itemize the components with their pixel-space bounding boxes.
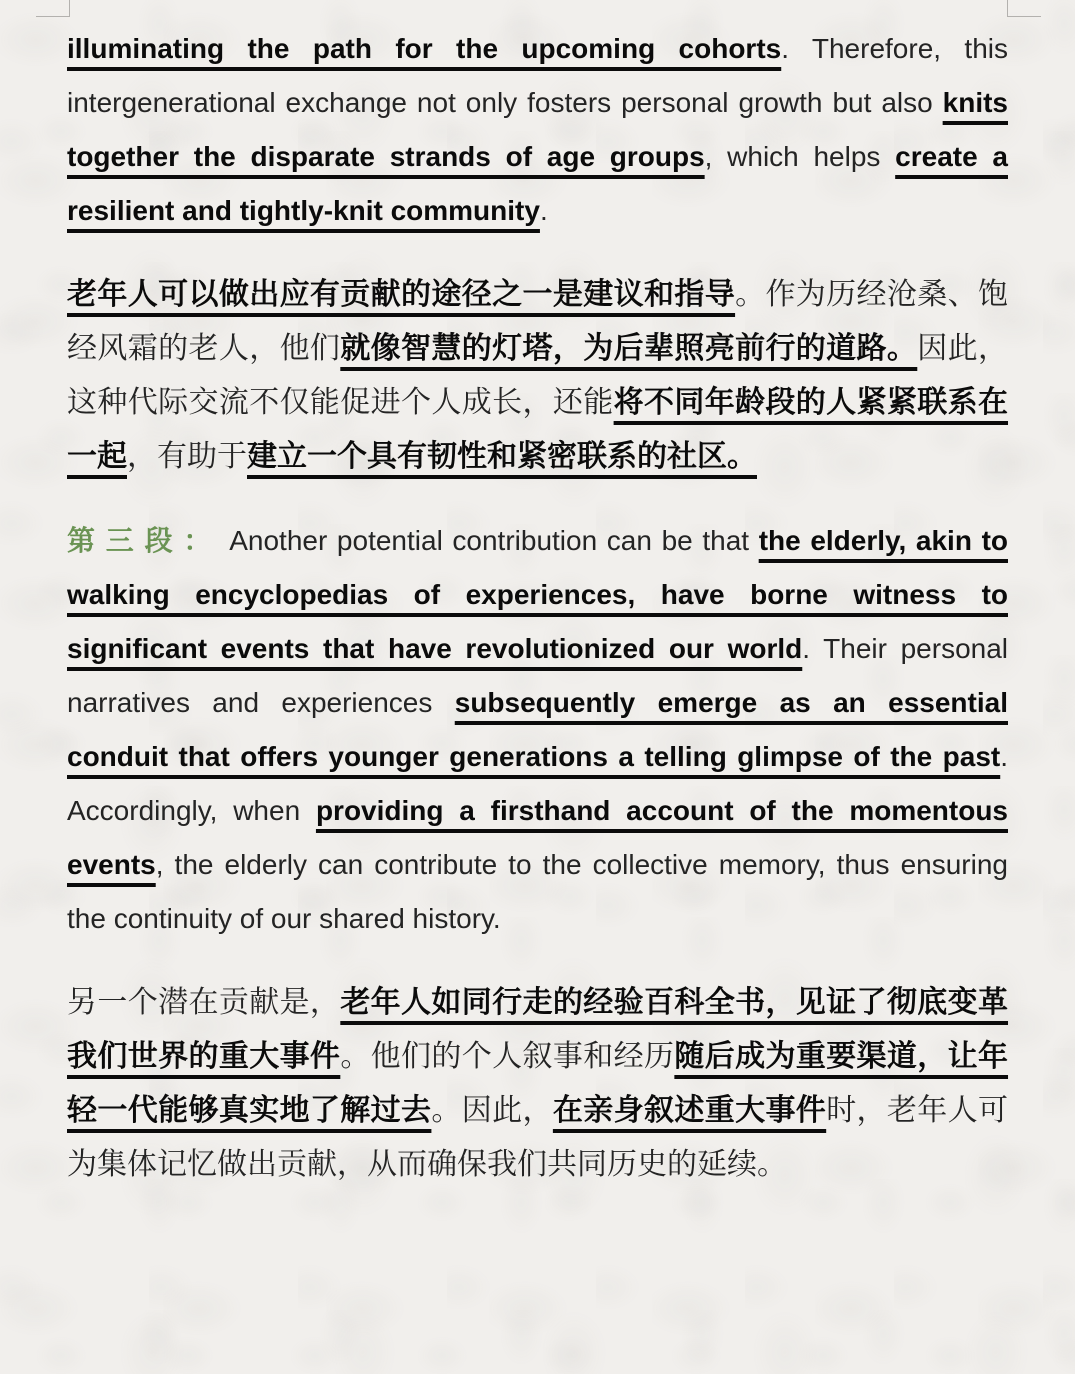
body-text: . Accordingly, when	[67, 741, 1008, 826]
emphasis-text: 老年人可以做出应有贡献的途径之一是建议和指导	[67, 278, 736, 311]
paragraph-chinese-section-three	[67, 976, 1008, 1192]
body-text: ，有助于	[127, 440, 247, 473]
textbox-corner-left-mark	[36, 0, 70, 17]
emphasis-text: providing a firsthand account of the momentous events	[67, 795, 1008, 880]
body-text: . Therefore, this intergenerational exchange not only fosters personal growth but also	[67, 33, 1009, 118]
body-text: , which helps	[704, 141, 896, 172]
emphasis-text: 将不同年龄段的人紧紧联系在一起	[67, 386, 1009, 473]
body-text: 。因此，	[431, 1094, 553, 1127]
document-content	[67, 22, 1008, 1192]
body-text: 。作为历经沧桑、饱经风霜的老人，他们	[67, 278, 1009, 365]
emphasis-text: create a resilient and tightly-knit community	[67, 141, 1008, 226]
body-text: . Their personal narratives and experiences	[67, 633, 1009, 718]
body-text: 因此，这种代际交流不仅能促进个人成长，还能	[67, 332, 1009, 419]
body-text: 时，老年人可为集体记忆做出贡献，从而确保我们共同历史的延续。	[67, 1094, 1009, 1181]
emphasis-text: 建立一个具有韧性和紧密联系的社区。	[247, 440, 757, 473]
body-text: .	[539, 195, 548, 226]
emphasis-text: 随后成为重要渠道，让年轻一代能够真实地了解过去	[67, 1040, 1009, 1127]
body-text: Another potential contribution can be that	[229, 525, 759, 556]
emphasis-text: subsequently emerge as an essential conduit that offers younger generations a telling glimpse of the past	[67, 687, 1008, 772]
paragraph-english-guidance	[67, 22, 1008, 238]
paragraph-chinese-guidance	[67, 268, 1008, 484]
emphasis-text: 在亲身叙述重大事件	[552, 1094, 827, 1127]
body-text: 。他们的个人叙事和经历	[340, 1040, 675, 1073]
body-text: 另一个潜在贡献是，	[67, 986, 341, 1019]
emphasis-text: 就像智慧的灯塔，为后辈照亮前行的道路。	[340, 332, 918, 365]
section-three-label: 第三段：	[67, 525, 223, 556]
emphasis-text: the elderly, akin to walking encyclopedias of experiences, have borne witness to significant events that have revolutionized our world	[67, 525, 1008, 664]
emphasis-text: 老年人如同行走的经验百科全书，见证了彻底变革我们世界的重大事件	[67, 986, 1009, 1073]
emphasis-text: knits together the disparate strands of age groups	[67, 87, 1008, 172]
paragraph-english-section-three	[67, 514, 1008, 946]
emphasis-text: illuminating the path for the upcoming cohorts	[67, 33, 782, 64]
body-text: , the elderly can contribute to the collective memory, thus ensuring the continuity of our shared history.	[67, 849, 1008, 934]
textbox-corner-right-mark	[1007, 0, 1041, 17]
